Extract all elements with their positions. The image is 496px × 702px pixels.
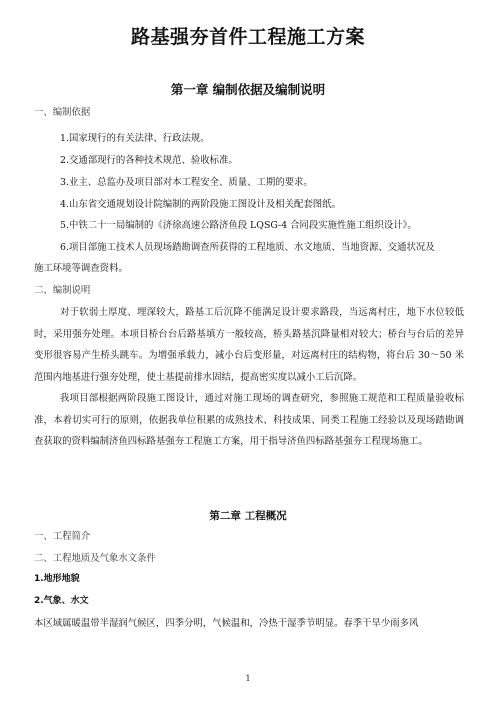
basis-item-6: 6.项目部施工技术人员现场踏勘调查所获得的工程地质、水文地质、当地资源、交通状况及 xyxy=(60,242,435,253)
notes-paragraph-1: 对于软弱土厚度、埋深较大，路基工后沉降不能满足设计要求路段，当远离村庄，地下水位较低时，采用强夯处理。本项目桥台台后路基填方一般较高，桥头路基沉降量相对较大；桥台与台后的差异变形很容易产生桥头跳车。为增强承载力，减小台后变形量，对远离村庄的结构物，将台后 30～50 米范围内地基进行强夯处理，使土基提前排水固结，提高密实度以减小工后沉降。 xyxy=(34,307,464,383)
subsection-climate: 2.气象、水文 xyxy=(34,596,89,606)
basis-item-2: 2.交通部现行的各种技术规范、验收标准。 xyxy=(60,155,238,166)
basis-item-3: 3.业主、总监办及项目部对本工程安全、质量、工期的要求。 xyxy=(60,177,313,188)
chapter-1-heading: 第一章 编制依据及编制说明 xyxy=(170,82,326,97)
chapter-2-heading: 第二章 工程概况 xyxy=(209,510,287,522)
section-overview-heading: 一、工程简介 xyxy=(34,531,91,542)
subsection-terrain: 1.地形地貌 xyxy=(34,574,80,584)
basis-item-5: 5.中铁二十一局编制的《济徐高速公路济鱼段 LQSG-4 合同段实施性施工组织设计》。 xyxy=(60,220,417,231)
section-geology-heading: 二、工程地质及气象水文条件 xyxy=(34,553,156,564)
notes-paragraph-2: 我项目部根据两阶段施工图设计，通过对施工现场的调查研究，参照施工规范和工程质量验收标准，本着切实可行的原则，依据我单位积累的成熟技术、科技成果、同类工程施工经验以及现场踏勘调查获取的资料编制济鱼四标路基强夯工程施工方案，用于指导济鱼四标路基强夯工程现场施工。 xyxy=(34,393,464,448)
document-title: 路基强夯首件工程施工方案 xyxy=(130,26,365,48)
page-number: 1 xyxy=(245,674,251,683)
section-basis-heading: 一、编制依据 xyxy=(34,107,91,118)
basis-item-1: 1.国家现行的有关法律、行政法规。 xyxy=(60,133,210,144)
basis-item-4: 4.山东省交通规划设计院编制的两阶段施工图设计及相关配套图纸。 xyxy=(60,199,341,210)
climate-text: 本区域属暖温带半湿润气候区，四季分明，气候温和，冷热干湿季节明显。春季干旱少雨多风 xyxy=(34,618,419,629)
basis-item-6-cont: 施工环境等调查资料。 xyxy=(34,263,128,274)
section-notes-heading: 二、编制说明 xyxy=(34,285,91,296)
